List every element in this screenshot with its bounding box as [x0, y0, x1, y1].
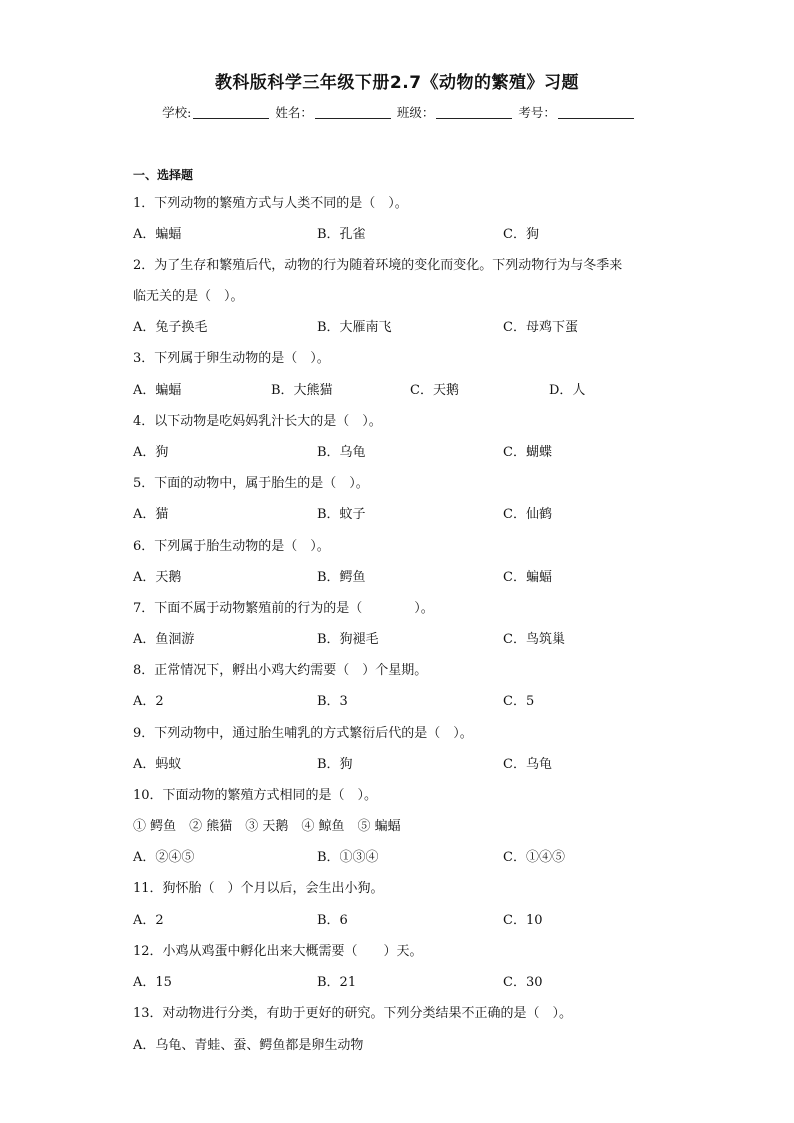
- option-a: A．蚂蚁: [133, 757, 182, 772]
- option-b: B．狗: [317, 757, 353, 772]
- option-c: C．天鹅: [410, 383, 459, 398]
- option-c: C．乌龟: [503, 757, 552, 772]
- option-b: B．蚊子: [317, 507, 366, 522]
- question-stem: 7．下面不属于动物繁殖前的行为的是（ ）。: [133, 601, 434, 616]
- school-label: 学校:: [162, 105, 192, 120]
- option-d: D．人: [549, 383, 586, 398]
- class-label: 班级：: [396, 105, 435, 120]
- option-a: A．2: [133, 913, 164, 928]
- option-c: C．30: [503, 975, 543, 990]
- question-stem: 11．狗怀胎（ ）个月以后，会生出小狗。: [133, 881, 384, 896]
- option-c: C．蝴蝶: [503, 445, 552, 460]
- option-a: A．猫: [133, 507, 169, 522]
- option-a: A．狗: [133, 445, 169, 460]
- option-a: A．天鹅: [133, 570, 182, 585]
- option-c: C．蝙蝠: [503, 570, 552, 585]
- option-a: A．②④⑤: [133, 850, 195, 865]
- option-b: B．孔雀: [317, 227, 366, 242]
- exam-number-label: 考号：: [518, 105, 556, 120]
- section-heading: 一、选择题: [133, 168, 194, 182]
- option-c: C．5: [503, 694, 535, 709]
- option-c: C．仙鹤: [503, 507, 552, 522]
- option-a: A．蝙蝠: [133, 383, 182, 398]
- question-stem: 9．下列动物中，通过胎生哺乳的方式繁衍后代的是（ ）。: [133, 726, 473, 741]
- name-blank[interactable]: [315, 106, 391, 119]
- option-a: A．兔子换毛: [133, 320, 208, 335]
- question-stem: 1．下列动物的繁殖方式与人类不同的是（ ）。: [133, 196, 408, 211]
- option-c: C．母鸡下蛋: [503, 320, 578, 335]
- option-b: B．21: [317, 975, 357, 990]
- option-b: B．大熊猫: [271, 383, 333, 398]
- exam-number-blank[interactable]: [558, 106, 634, 119]
- option-c: C．狗: [503, 227, 539, 242]
- option-a: A．乌龟、青蛙、蚕、鳄鱼都是卵生动物: [133, 1038, 364, 1053]
- option-c: C．①④⑤: [503, 850, 565, 865]
- question-stem-continued: 临无关的是（ ）。: [133, 289, 244, 304]
- question-stem: 2．为了生存和繁殖后代，动物的行为随着环境的变化而变化。下列动物行为与冬季来: [133, 258, 623, 273]
- option-b: B．鳄鱼: [317, 570, 366, 585]
- question-stem: 12．小鸡从鸡蛋中孵化出来大概需要（ ）天。: [133, 944, 423, 959]
- option-b: B．狗褪毛: [317, 632, 379, 647]
- question-stem: 4．以下动物是吃妈妈乳汁长大的是（ ）。: [133, 414, 382, 429]
- student-info-line: [0, 103, 794, 121]
- option-c: C．10: [503, 913, 543, 928]
- class-blank[interactable]: [436, 106, 512, 119]
- option-a: A．15: [133, 975, 172, 990]
- option-a: A．2: [133, 694, 164, 709]
- option-a: A．蝙蝠: [133, 227, 182, 242]
- name-label: 姓名：: [275, 105, 313, 120]
- question-stem: 10．下面动物的繁殖方式相同的是（ ）。: [133, 788, 378, 803]
- question-stem: 8．正常情况下，孵出小鸡大约需要（ ）个星期。: [133, 663, 428, 678]
- question-stem: 6．下列属于胎生动物的是（ ）。: [133, 539, 330, 554]
- option-c: C．鸟筑巢: [503, 632, 565, 647]
- option-b: B．6: [317, 913, 348, 928]
- option-b: B．大雁南飞: [317, 320, 392, 335]
- question-stem: 13．对动物进行分类，有助于更好的研究。下列分类结果不正确的是（ ）。: [133, 1006, 573, 1021]
- option-a: A．鱼洄游: [133, 632, 195, 647]
- animal-list: ① 鳄鱼 ② 熊猫 ③ 天鹅 ④ 鲸鱼 ⑤ 蝙蝠: [133, 819, 401, 834]
- option-b: B．乌龟: [317, 445, 366, 460]
- option-b: B．①③④: [317, 850, 379, 865]
- question-stem: 5．下面的动物中，属于胎生的是（ ）。: [133, 476, 369, 491]
- option-b: B．3: [317, 694, 348, 709]
- document-title: 教科版科学三年级下册2.7《动物的繁殖》习题: [214, 73, 580, 93]
- question-stem: 3．下列属于卵生动物的是（ ）。: [133, 351, 330, 366]
- school-blank[interactable]: [193, 106, 269, 119]
